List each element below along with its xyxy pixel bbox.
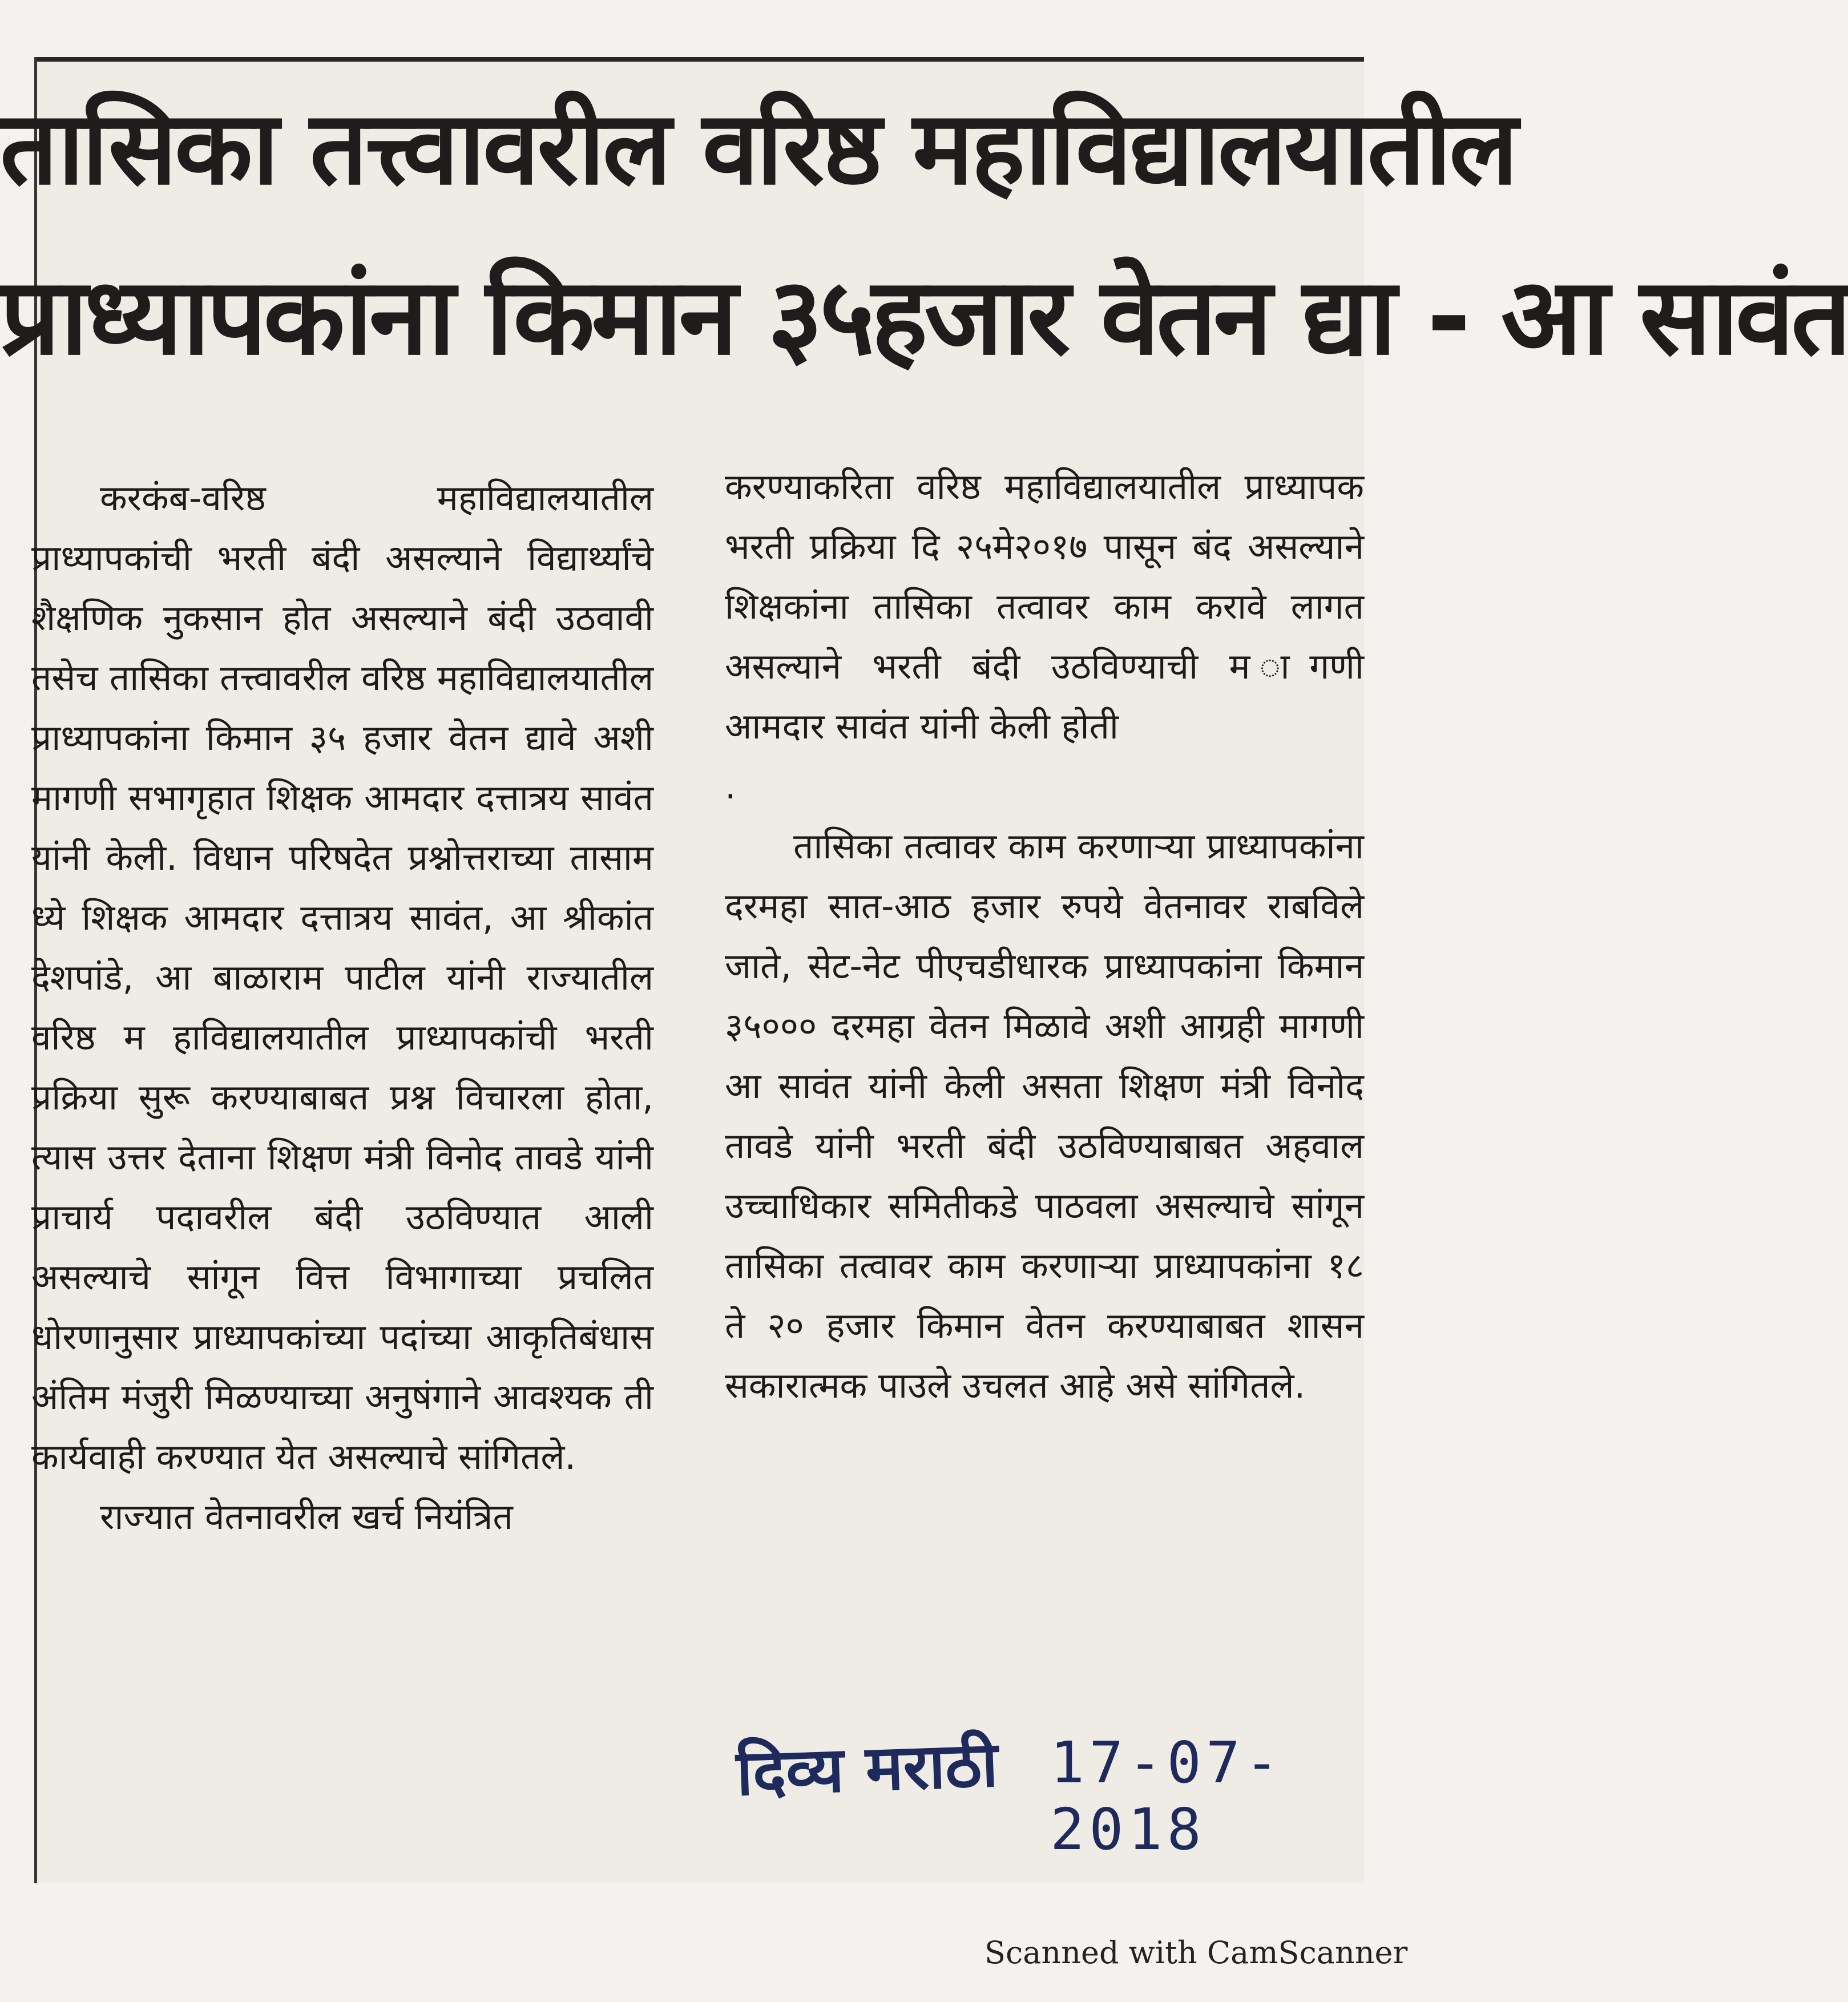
left-paragraph-2: राज्यात वेतनावरील खर्च नियंत्रित [100, 1496, 513, 1537]
handwritten-source: दिव्य मराठी [735, 1727, 999, 1810]
left-paragraph-1: करकंब-वरिष्ठ महाविद्यालयातील प्राध्यापकांची भरती बंदी असल्याने विद्यार्थ्यांचे शैक्षणिक नुकसान होत असल्याने बंदी उठवावी तसेच तासिका तत्त्वावरील वरिष्ठ महाविद्यालयातील प्राध्यापकांना किमान ३५ हजार वेतन द्यावे अशी मागणी सभागृहात शिक्षक आमदार दत्तात्रय सावंत यांनी केली. विधान परिषदेत प्रश्नोत्तराच्या तासाम ध्ये शिक्षक आमदार दत्तात्रय सावंत, आ श्रीकांत देशपांडे, आ बाळाराम पाटील यांनी राज्यातील वरिष्ठ म हाविद्यालयातील प्राध्यापकांची भरती प्रक्रिया सुरू करण्याबाबत प्रश्न विचारला होता, त्यास उत्तर देताना शिक्षण मंत्री विनोद तावडे यांनी प्राचार्य पदावरील बंदी उठविण्यात आली असल्याचे सांगून वित्त विभागाच्या प्रचलित धोरणानुसार प्राध्यापकांच्या पदांच्या आकृतिबंधास अंतिम मंजुरी मिळण्याच्या अनुषंगाने आवश्यक ती कार्यवाही करण्यात येत असल्याचे सांगितले. [31, 477, 653, 1478]
scanner-watermark: Scanned with CamScanner [984, 1935, 1408, 1971]
headline-line-2: प्राध्यापकांना किमान ३५हजार वेतन द्या - आ सावंत [0, 255, 1848, 378]
right-column [725, 457, 1364, 1415]
headline-line-1: तासिका तत्त्वावरील वरिष्ठ महाविद्यालयातील [0, 89, 1516, 207]
top-rule [34, 57, 1364, 62]
handwritten-date: 17-07-2018 [1050, 1729, 1284, 1863]
left-column [31, 468, 653, 1547]
right-paragraph-1: करण्याकरिता वरिष्ठ महाविद्यालयातील प्राध्यापक भरती प्रक्रिया दि २५मे२०१७ पासून बंद असल्याने शिक्षकांना तासिका तत्वावर काम करावे लागत असल्याने भरती बंदी उठविण्याची म ागणी आमदार सावंत यांनी केली होती [725, 466, 1364, 747]
right-paragraph-1-end: . [725, 765, 736, 807]
right-paragraph-2: तासिका तत्वावर काम करणाऱ्या प्राध्यापकांना दरमहा सात-आठ हजार रुपये वेतनावर राबविले जाते, सेट-नेट पीएचडीधारक प्राध्यापकांना किमान ३५००० दरमहा वेतन मिळावे अशी आग्रही मागणी आ सावंत यांनी केली असता शिक्षण मंत्री विनोद तावडे यांनी भरती बंदी उठविण्याबाबत अहवाल उच्चाधिकार समितीकडे पाठवला असल्याचे सांगून तासिका तत्वावर काम करणाऱ्या प्राध्यापकांना १८ ते २० हजार किमान वेतन करण्याबाबत शासन सकारात्मक पाउले उचलत आहे असे सांगितले. [725, 825, 1364, 1406]
